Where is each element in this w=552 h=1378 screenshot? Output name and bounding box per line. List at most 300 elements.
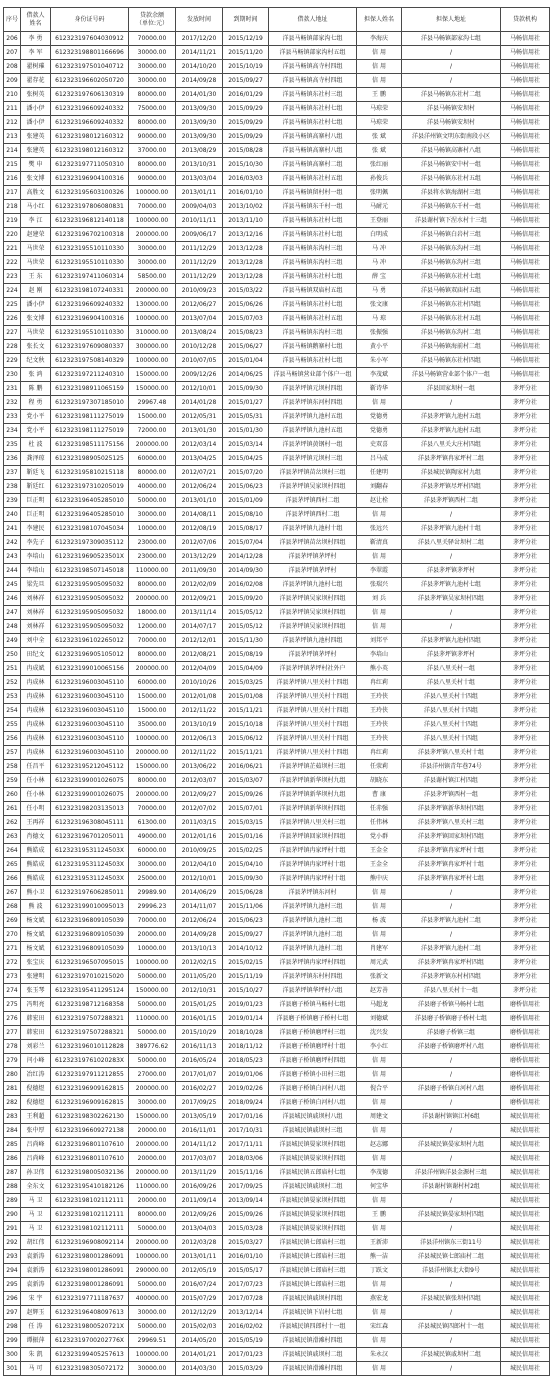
cell-guarantor-address: 洋县茅坪镇茅坪村	[402, 564, 501, 578]
cell-loan-balance: 10000.00	[129, 942, 176, 956]
cell-guarantor-name: 王登丽	[357, 214, 402, 228]
cell-borrower-name: 潘小伊	[21, 116, 51, 130]
cell-due-date: 2015/05/12	[223, 606, 269, 620]
cell-loan-balance: 70000.00	[129, 802, 176, 816]
cell-guarantor-address: 洋县八里关村十四组	[402, 704, 501, 718]
cell-borrower-name: 冶红涛	[21, 1068, 51, 1082]
cell-seq: 234	[4, 424, 21, 438]
cell-due-date: 2015/10/19	[223, 60, 269, 74]
cell-loan-balance: 35000.00	[129, 718, 176, 732]
cell-guarantor-address: 洋县洋州镇文明东街南段小区	[402, 130, 501, 144]
cell-borrower-name: 胡红伟	[21, 1236, 51, 1250]
cell-loan-balance: 60000.00	[129, 844, 176, 858]
table-row	[4, 102, 550, 116]
cell-seq: 240	[4, 508, 21, 522]
table-row	[4, 508, 550, 522]
cell-seq: 263	[4, 830, 21, 844]
cell-borrower-name: 翟存花	[21, 74, 51, 88]
cell-issue-date: 2011/05/20	[176, 970, 223, 984]
cell-id-number: 61232319531124503X	[51, 858, 129, 872]
cell-id-number: 612323197606285011	[51, 886, 129, 900]
cell-loan-balance: 70000.00	[129, 634, 176, 648]
cell-lending-institution: 马畅信用社	[501, 270, 550, 284]
table-row	[4, 928, 550, 942]
cell-borrower-name: 李培山	[21, 550, 51, 564]
cell-seq: 283	[4, 1110, 21, 1124]
cell-loan-balance: 310000.00	[129, 326, 176, 340]
cell-id-number: 61232319690523501X	[51, 550, 129, 564]
header-seq	[4, 8, 21, 32]
cell-guarantor-name: 冉红莉	[357, 746, 402, 760]
table-row	[4, 74, 550, 88]
cell-borrower-address: 洋县茅坪镇新华坝村四组	[269, 802, 357, 816]
cell-loan-balance: 50000.00	[129, 1222, 176, 1236]
cell-due-date: 2015/01/09	[223, 494, 269, 508]
cell-guarantor-address: 洋县茅坪镇西村二组	[402, 494, 501, 508]
cell-due-date: 2013/12/28	[223, 270, 269, 284]
cell-borrower-address: 洋县茅坪镇回家坝村四组	[269, 830, 357, 844]
cell-id-number: 612323198911065159	[51, 382, 129, 396]
cell-borrower-address: 洋县马畅镇东沟村三组	[269, 256, 357, 270]
cell-borrower-address: 洋县马畅镇东社村七组	[269, 354, 357, 368]
table-row	[4, 1292, 550, 1306]
cell-guarantor-address: /	[402, 396, 501, 410]
cell-guarantor-name: 赵让栓	[357, 494, 402, 508]
cell-borrower-address: 洋县茅坪镇冉家坪村十组	[269, 858, 357, 872]
table-row	[4, 1236, 550, 1250]
cell-issue-date: 2010/07/05	[176, 354, 223, 368]
cell-lending-institution: 马畅信用社	[501, 340, 550, 354]
cell-borrower-address: 洋县马畅镇东沟村三组	[269, 326, 357, 340]
cell-loan-balance: 50000.00	[129, 494, 176, 508]
cell-seq: 243	[4, 550, 21, 564]
cell-id-number: 612323198712168358	[51, 998, 129, 1012]
cell-guarantor-address: 洋县马畅镇安坝村	[402, 116, 501, 130]
table-row	[4, 900, 550, 914]
cell-lending-institution: 马畅信用社	[501, 46, 550, 60]
cell-due-date: 2015/09/20	[223, 592, 269, 606]
cell-borrower-name: 刘中全	[21, 634, 51, 648]
cell-due-date: 2015/06/28	[223, 886, 269, 900]
cell-guarantor-name: 信 用	[357, 1096, 402, 1110]
cell-borrower-name: 冉成林	[21, 718, 51, 732]
cell-issue-date: 2010/09/25	[176, 844, 223, 858]
cell-borrower-address: 洋县茅坪镇八里关村十四组	[269, 732, 357, 746]
cell-borrower-name: 张宝庆	[21, 956, 51, 970]
cell-lending-institution: 茅坪分社	[501, 662, 550, 676]
cell-seq: 226	[4, 312, 21, 326]
cell-id-number: 612323198102112111	[51, 1208, 129, 1222]
cell-seq: 215	[4, 158, 21, 172]
cell-borrower-address: 洋县茅坪镇九池村二组	[269, 914, 357, 928]
cell-issue-date: 2013/09/30	[176, 102, 223, 116]
cell-due-date: 2017/11/11	[223, 1138, 269, 1152]
cell-borrower-name: 李培山	[21, 564, 51, 578]
cell-id-number: 612323198001286091	[51, 1264, 129, 1278]
table-row	[4, 1012, 550, 1026]
cell-guarantor-name: 肖建军	[357, 942, 402, 956]
cell-loan-balance: 25000.00	[129, 872, 176, 886]
table-row	[4, 270, 550, 284]
cell-due-date: 2015/09/29	[223, 130, 269, 144]
header-label: （单位:元）	[135, 19, 169, 27]
cell-lending-institution: 马畅信用社	[501, 312, 550, 326]
cell-borrower-name: 靳廷红	[21, 480, 51, 494]
cell-guarantor-name: 熊小英	[357, 662, 402, 676]
cell-guarantor-address: /	[402, 928, 501, 942]
cell-id-number: 612323195905095032	[51, 620, 129, 634]
cell-borrower-name: 刘林祥	[21, 606, 51, 620]
cell-due-date: 2018/10/28	[223, 1026, 269, 1040]
cell-guarantor-address: 洋县城民镇张坝村四组	[402, 1292, 501, 1306]
cell-lending-institution: 城民信用社	[501, 1334, 550, 1348]
cell-seq: 242	[4, 536, 21, 550]
cell-guarantor-name: 周建文	[357, 1110, 402, 1124]
cell-seq: 210	[4, 88, 21, 102]
cell-borrower-name: 马 可	[21, 1362, 51, 1376]
cell-loan-balance: 200000.00	[129, 1138, 176, 1152]
cell-seq: 232	[4, 396, 21, 410]
cell-guarantor-name: 李小红	[357, 1040, 402, 1054]
cell-borrower-name: 全东文	[21, 1180, 51, 1194]
cell-loan-balance: 20000.00	[129, 1194, 176, 1208]
cell-id-number: 612323197507288321	[51, 1026, 129, 1040]
cell-guarantor-name: 张 斌	[357, 130, 402, 144]
cell-guarantor-name: 马 勇	[357, 284, 402, 298]
cell-due-date: 2016/02/02	[223, 1320, 269, 1334]
cell-id-number: 612323198102112111	[51, 1222, 129, 1236]
cell-seq: 301	[4, 1362, 21, 1376]
cell-lending-institution: 马畅信用社	[501, 102, 550, 116]
cell-lending-institution: 城民信用社	[501, 1138, 550, 1152]
cell-guarantor-name: 薛 宝	[357, 270, 402, 284]
cell-id-number: 612323197508140329	[51, 354, 129, 368]
table-row	[4, 1124, 550, 1138]
table-row	[4, 1334, 550, 1348]
cell-due-date: 2015/02/15	[223, 956, 269, 970]
cell-seq: 225	[4, 298, 21, 312]
table-row	[4, 816, 550, 830]
cell-loan-balance: 30000.00	[129, 46, 176, 60]
cell-guarantor-address: 洋县将水镇海湖村三组	[402, 186, 501, 200]
cell-due-date: 2013/12/28	[223, 242, 269, 256]
cell-guarantor-address: 洋县茅坪镇冉家坪村二组	[402, 452, 501, 466]
cell-issue-date: 2012/07/06	[176, 536, 223, 550]
cell-lending-institution: 茅坪分社	[501, 606, 550, 620]
cell-borrower-name: 翟树璀	[21, 60, 51, 74]
cell-borrower-name: 袁新涛	[21, 1264, 51, 1278]
cell-loan-balance: 60000.00	[129, 452, 176, 466]
cell-guarantor-address: /	[402, 508, 501, 522]
header-guarantor-address	[402, 8, 501, 32]
cell-guarantor-name: 张红丽	[357, 158, 402, 172]
cell-loan-balance: 50000.00	[129, 1278, 176, 1292]
cell-issue-date: 2013/04/25	[176, 452, 223, 466]
cell-seq: 228	[4, 340, 21, 354]
cell-id-number: 612323196904100316	[51, 172, 129, 186]
cell-lending-institution: 城民信用社	[501, 1292, 550, 1306]
cell-seq: 207	[4, 46, 21, 60]
cell-seq: 220	[4, 228, 21, 242]
cell-guarantor-address: 洋县洋州镇青年巷74号	[402, 760, 501, 774]
cell-lending-institution: 城民信用社	[501, 1348, 550, 1362]
cell-loan-balance: 30000.00	[129, 1096, 176, 1110]
cell-id-number: 61232319531124503X	[51, 844, 129, 858]
cell-guarantor-address: /	[402, 1222, 501, 1236]
cell-issue-date: 2012/05/31	[176, 410, 223, 424]
cell-lending-institution: 马畅信用社	[501, 32, 550, 46]
cell-id-number: 612323198511175156	[51, 438, 129, 452]
cell-due-date: 2015/10/18	[223, 718, 269, 732]
cell-issue-date: 2009/04/03	[176, 200, 223, 214]
cell-id-number: 612323196812140118	[51, 214, 129, 228]
cell-issue-date: 2013/09/30	[176, 130, 223, 144]
cell-due-date: 2015/03/15	[223, 816, 269, 830]
cell-guarantor-name: 信 用	[357, 606, 402, 620]
cell-loan-balance: 80000.00	[129, 88, 176, 102]
cell-guarantor-address: /	[402, 620, 501, 634]
cell-guarantor-address: 洋县马畅镇东社村五组	[402, 312, 501, 326]
table-row	[4, 452, 550, 466]
cell-borrower-name: 马 卫	[21, 1222, 51, 1236]
cell-guarantor-name: 孙俊兵	[357, 172, 402, 186]
cell-seq: 257	[4, 746, 21, 760]
cell-id-number: 612323197010215020	[51, 970, 129, 984]
table-row	[4, 410, 550, 424]
cell-issue-date: 2013/01/30	[176, 424, 223, 438]
cell-issue-date: 2017/01/07	[176, 1068, 223, 1082]
cell-loan-balance: 50000.00	[129, 1320, 176, 1334]
cell-loan-balance: 100000.00	[129, 1250, 176, 1264]
cell-lending-institution: 茅坪分社	[501, 648, 550, 662]
header-label: 身份证号码	[74, 15, 105, 23]
table-row	[4, 1362, 550, 1376]
cell-guarantor-name: 信 用	[357, 508, 402, 522]
table-row	[4, 858, 550, 872]
cell-seq: 269	[4, 914, 21, 928]
cell-id-number: 612323196609240332	[51, 298, 129, 312]
cell-issue-date: 2013/08/24	[176, 326, 223, 340]
header-label: 贷款余额	[139, 11, 164, 19]
cell-guarantor-name: 王新沛	[357, 1236, 402, 1250]
cell-loan-balance: 29989.90	[129, 886, 176, 900]
cell-issue-date: 2016/02/27	[176, 1082, 223, 1096]
cell-due-date: 2015/05/12	[223, 620, 269, 634]
cell-borrower-name: 冉成林	[21, 676, 51, 690]
cell-loan-balance: 70000.00	[129, 914, 176, 928]
cell-id-number: 612323196102265012	[51, 634, 129, 648]
cell-due-date: 2016/02/08	[223, 578, 269, 592]
cell-guarantor-name: 马超龙	[357, 998, 402, 1012]
table-row	[4, 284, 550, 298]
cell-guarantor-name: 王玲侠	[357, 704, 402, 718]
cell-seq: 280	[4, 1068, 21, 1082]
cell-due-date: 2019/01/06	[223, 1068, 269, 1082]
cell-issue-date: 2016/07/24	[176, 1278, 223, 1292]
cell-guarantor-address: 洋县回家坝村一组	[402, 382, 501, 396]
header-label: 担保人姓名	[363, 15, 394, 23]
table-row	[4, 242, 550, 256]
cell-seq: 206	[4, 32, 21, 46]
cell-borrower-name: 党小平	[21, 410, 51, 424]
cell-borrower-name: 冉成林	[21, 704, 51, 718]
cell-guarantor-address: 洋县马畅镇营业部个体户一组	[402, 368, 501, 382]
cell-seq: 222	[4, 256, 21, 270]
cell-borrower-address: 洋县城民镇晏家坝村四组	[269, 1208, 357, 1222]
cell-lending-institution: 茅坪分社	[501, 564, 550, 578]
cell-guarantor-name: 信 用	[357, 396, 402, 410]
cell-seq: 255	[4, 718, 21, 732]
cell-loan-balance: 200000.00	[129, 1166, 176, 1180]
cell-loan-balance: 300000.00	[129, 340, 176, 354]
cell-borrower-name: 张文博	[21, 172, 51, 186]
cell-issue-date: 2012/04/09	[176, 662, 223, 676]
cell-loan-balance: 110000.00	[129, 1180, 176, 1194]
cell-issue-date: 2014/01/28	[176, 396, 223, 410]
cell-lending-institution: 城民信用社	[501, 1306, 550, 1320]
cell-borrower-address: 洋县城民镇七郎庙村三组	[269, 1264, 357, 1278]
cell-due-date: 2015/11/19	[223, 970, 269, 984]
cell-borrower-address: 洋县城民镇滑滩村四组	[269, 1334, 357, 1348]
cell-seq: 214	[4, 144, 21, 158]
cell-loan-balance: 200000.00	[129, 788, 176, 802]
cell-seq: 292	[4, 1236, 21, 1250]
cell-due-date: 2015/04/09	[223, 662, 269, 676]
cell-guarantor-name: 张新文	[357, 970, 402, 984]
cell-due-date: 2015/10/30	[223, 158, 269, 172]
cell-due-date: 2015/09/30	[223, 872, 269, 886]
cell-borrower-name: 杜 波	[21, 438, 51, 452]
cell-issue-date: 2012/02/15	[176, 956, 223, 970]
cell-due-date: 2015/09/26	[223, 788, 269, 802]
cell-seq: 285	[4, 1138, 21, 1152]
cell-id-number: 612323197501040712	[51, 60, 129, 74]
cell-guarantor-name: 信 用	[357, 1306, 402, 1320]
table-row	[4, 1222, 550, 1236]
cell-id-number: 612323196809105039	[51, 914, 129, 928]
cell-borrower-name: 张中厚	[21, 1124, 51, 1138]
cell-borrower-address: 洋县城民镇戚坝村四组	[269, 1292, 357, 1306]
cell-id-number: 612323196003045110	[51, 690, 129, 704]
cell-due-date: 2015/03/27	[223, 1236, 269, 1250]
table-row	[4, 620, 550, 634]
cell-loan-balance: 15000.00	[129, 410, 176, 424]
cell-due-date: 2015/06/26	[223, 298, 269, 312]
cell-lending-institution: 马畅信用社	[501, 116, 550, 130]
loan-table	[3, 7, 550, 1376]
cell-guarantor-name: 信 用	[357, 74, 402, 88]
cell-borrower-address: 洋县马畅镇东社村七组	[269, 270, 357, 284]
cell-id-number: 612323195603100326	[51, 186, 129, 200]
cell-due-date: 2015/09/30	[223, 382, 269, 396]
cell-due-date: 2014/06/25	[223, 368, 269, 382]
cell-borrower-address: 洋县城民镇七郎庙村三组	[269, 1250, 357, 1264]
cell-loan-balance: 40000.00	[129, 480, 176, 494]
cell-id-number: 612323196003045110	[51, 718, 129, 732]
cell-issue-date: 2012/11/22	[176, 746, 223, 760]
table-row	[4, 326, 550, 340]
cell-borrower-name: 樊 申	[21, 158, 51, 172]
cell-guarantor-name: 信 用	[357, 1152, 402, 1166]
cell-id-number: 612323195905095032	[51, 592, 129, 606]
cell-borrower-address: 洋县马畅镇东社村七组	[269, 298, 357, 312]
cell-lending-institution: 马畅信用社	[501, 158, 550, 172]
cell-lending-institution: 马畅信用社	[501, 200, 550, 214]
cell-id-number: 612323198905025125	[51, 452, 129, 466]
cell-guarantor-name: 吕马成	[357, 452, 402, 466]
cell-guarantor-address: /	[402, 1054, 501, 1068]
cell-due-date: 2015/01/16	[223, 830, 269, 844]
table-row	[4, 844, 550, 858]
cell-seq: 208	[4, 60, 21, 74]
cell-guarantor-address: 洋县谢村镇下涅水村十三组	[402, 214, 501, 228]
cell-id-number: 612323199010065156	[51, 662, 129, 676]
table-row	[4, 956, 550, 970]
cell-lending-institution: 马畅信用社	[501, 88, 550, 102]
cell-lending-institution: 茅坪分社	[501, 760, 550, 774]
cell-issue-date: 2013/10/13	[176, 942, 223, 956]
cell-borrower-name: 杨文斌	[21, 942, 51, 956]
cell-borrower-address: 洋县马畅镇东社村五组	[269, 312, 357, 326]
cell-lending-institution: 城民信用社	[501, 1222, 550, 1236]
cell-borrower-address: 洋县城民镇五郎庙村七组	[269, 1166, 357, 1180]
cell-lending-institution: 茅坪分社	[501, 578, 550, 592]
cell-guarantor-name: 王 鹏	[357, 1208, 402, 1222]
cell-borrower-name: 李 军	[21, 46, 51, 60]
cell-lending-institution: 茅坪分社	[501, 396, 550, 410]
cell-guarantor-name: 周元武	[357, 956, 402, 970]
cell-issue-date: 2012/12/01	[176, 634, 223, 648]
cell-issue-date: 2012/08/19	[176, 522, 223, 536]
cell-seq: 275	[4, 998, 21, 1012]
cell-guarantor-address: 洋县八里关村一组	[402, 662, 501, 676]
cell-guarantor-name: 党小群	[357, 830, 402, 844]
cell-borrower-name: 任小林	[21, 788, 51, 802]
cell-id-number: 612323198801166696	[51, 46, 129, 60]
cell-borrower-name: 冉成林	[21, 690, 51, 704]
cell-due-date: 2015/11/16	[223, 1166, 269, 1180]
table-row	[4, 1264, 550, 1278]
cell-guarantor-address: /	[402, 1362, 501, 1376]
cell-due-date: 2015/08/10	[223, 508, 269, 522]
cell-loan-balance: 18000.00	[129, 606, 176, 620]
header-borrower-address	[269, 8, 357, 32]
cell-borrower-name: 潘小伊	[21, 102, 51, 116]
cell-id-number: 612323196003045110	[51, 676, 129, 690]
cell-guarantor-address: 洋县茅坪镇西村一组	[402, 788, 501, 802]
cell-borrower-name: 吕尚峰	[21, 1152, 51, 1166]
cell-guarantor-address: 洋县马畅镇东沟村二组	[402, 326, 501, 340]
cell-id-number: 612323199001026075	[51, 788, 129, 802]
cell-loan-balance: 30000.00	[129, 256, 176, 270]
cell-due-date: 2017/09/25	[223, 1180, 269, 1194]
cell-due-date: 2015/09/27	[223, 74, 269, 88]
cell-issue-date: 2011/09/14	[176, 1194, 223, 1208]
cell-issue-date: 2013/01/11	[176, 186, 223, 200]
cell-lending-institution: 马畅信用社	[501, 368, 550, 382]
cell-guarantor-address: 洋县茅坪镇九池村五组	[402, 424, 501, 438]
cell-due-date: 2019/02/26	[223, 1082, 269, 1096]
header-label: 担保人地址	[435, 15, 466, 23]
cell-seq: 289	[4, 1194, 21, 1208]
cell-borrower-name: 张建英	[21, 144, 51, 158]
table-row	[4, 1138, 550, 1152]
cell-guarantor-address: 洋县马畅镇东社村五组	[402, 172, 501, 186]
cell-loan-balance: 100000.00	[129, 214, 176, 228]
cell-seq: 209	[4, 74, 21, 88]
cell-id-number: 612323196702100318	[51, 228, 129, 242]
cell-issue-date: 2013/09/30	[176, 116, 223, 130]
